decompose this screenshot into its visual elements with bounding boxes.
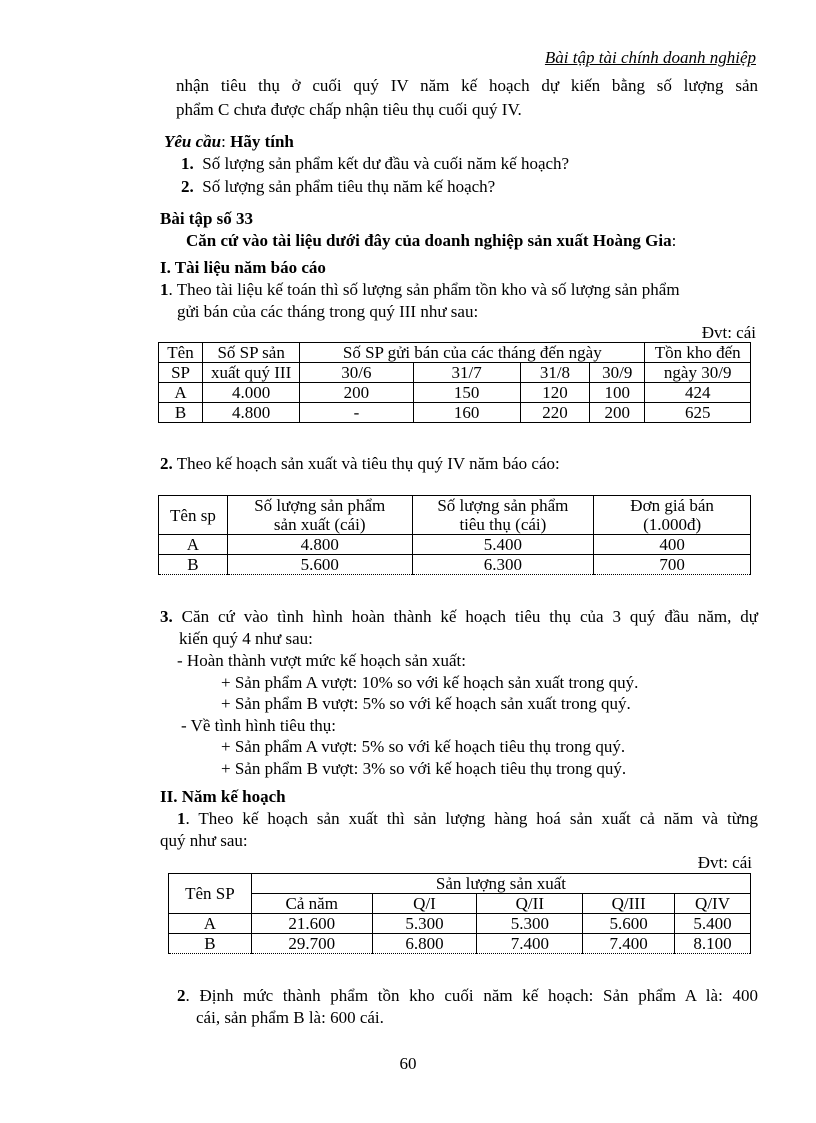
header-cell: Q/III xyxy=(583,894,675,914)
production-item-a: + Sản phẩm A vượt: 10% so với kế hoạch sản xuất trong quý. xyxy=(221,673,639,692)
table-cell: 160 xyxy=(413,403,520,423)
para-number: 3. xyxy=(160,607,173,626)
table-cell: 200 xyxy=(590,403,645,423)
production-subhead: - Hoàn thành vượt mức kế hoạch sản xuất: xyxy=(177,651,466,670)
header-cell: Số SP sản xyxy=(203,343,300,363)
header-line: Số lượng sản phẩm xyxy=(437,496,569,515)
table-header-row xyxy=(169,894,751,914)
section-1-para-1 xyxy=(160,280,680,300)
exercise-subtitle-text: Căn cứ vào tài liệu dưới đây của doanh nghiệp sản xuất Hoàng Gia xyxy=(186,231,672,250)
table-header-row xyxy=(159,363,751,383)
header-cell: Q/IV xyxy=(675,894,751,914)
header-cell: Tên SP xyxy=(169,874,252,914)
section-2-title: II. Năm kế hoạch xyxy=(160,787,286,806)
header-cell: Q/I xyxy=(372,894,477,914)
header-cell xyxy=(412,496,594,535)
table-cell: 5.400 xyxy=(412,535,594,555)
para-text: . Định mức thành phẩm tồn kho cuối năm kế hoạch: Sản phẩm A là: 400 xyxy=(185,986,758,1005)
header-cell: Số SP gửi bán của các tháng đến ngày xyxy=(300,343,645,363)
header-cell: ngày 30/9 xyxy=(645,363,751,383)
section-2-para-2-cont: cái, sản phẩm B là: 600 cái. xyxy=(196,1008,384,1027)
header-cell: Tên sp xyxy=(159,496,228,535)
table-cell: A xyxy=(169,914,252,934)
section-1-para-1-cont: gửi bán của các tháng trong quý III như sau: xyxy=(177,302,479,321)
section-2-para-1-cont: quý như sau: xyxy=(160,831,248,850)
header-cell: Sản lượng sản xuất xyxy=(251,874,750,894)
table-cell: 424 xyxy=(645,383,751,403)
requirement-item-text: Số lượng sản phẩm tiêu thụ năm kế hoạch? xyxy=(202,177,496,196)
table-row xyxy=(159,535,751,555)
table-cell: 8.100 xyxy=(675,934,751,954)
table-cell: B xyxy=(159,555,228,575)
para-number: 1 xyxy=(160,280,169,299)
table-q4-plan xyxy=(158,495,751,575)
page-number: 60 xyxy=(399,1054,417,1073)
table-cell: 400 xyxy=(594,535,751,555)
para-text: . Theo tài liệu kế toán thì số lượng sản phẩm tồn kho và số lượng sản phẩm xyxy=(168,280,680,299)
table-cell: B xyxy=(159,403,203,423)
para-number: 1 xyxy=(177,809,186,828)
header-cell xyxy=(594,496,751,535)
table-output-plan xyxy=(168,873,751,954)
table-header-row xyxy=(169,874,751,894)
requirement-item-text: Số lượng sản phẩm kết dư đầu và cuối năm kế hoạch? xyxy=(202,154,570,173)
para-number: 2 xyxy=(177,986,186,1005)
table-cell: 7.400 xyxy=(477,934,583,954)
sales-item-a: + Sản phẩm A vượt: 5% so với kế hoạch tiêu thụ trong quý. xyxy=(221,737,626,756)
table-cell: - xyxy=(300,403,413,423)
requirement-colon: : xyxy=(221,132,226,151)
table-cell: 5.600 xyxy=(583,914,675,934)
table-cell: 7.400 xyxy=(583,934,675,954)
requirement-label: Yêu cầu xyxy=(164,132,222,151)
table-cell: 5.600 xyxy=(227,555,412,575)
header-line: tiêu thụ (cái) xyxy=(459,515,547,534)
header-cell: 31/7 xyxy=(413,363,520,383)
para-text: Căn cứ vào tình hình hoàn thành kế hoạch tiêu thụ của 3 quý đầu năm, dự xyxy=(172,607,758,626)
header-line: sản xuất (cái) xyxy=(273,515,366,534)
sales-subhead: - Về tình hình tiêu thụ: xyxy=(181,716,337,735)
table-cell: 200 xyxy=(300,383,413,403)
table-header-row xyxy=(159,343,751,363)
para-number: 2. xyxy=(160,454,173,473)
header-cell xyxy=(227,496,412,535)
table-cell: 700 xyxy=(594,555,751,575)
intro-line-1: nhận tiêu thụ ở cuối quý IV năm kế hoạch dự kiến bằng số lượng sản xyxy=(176,76,758,95)
table-cell: 150 xyxy=(413,383,520,403)
header-cell: Cả năm xyxy=(251,894,372,914)
table-cell: A xyxy=(159,383,203,403)
requirement-item xyxy=(181,154,569,174)
running-header: Bài tập tài chính doanh nghiệp xyxy=(544,48,756,67)
requirement-title: Hãy tính xyxy=(230,132,294,151)
sales-item-b: + Sản phẩm B vượt: 3% so với kế hoạch tiêu thụ trong quý. xyxy=(221,759,627,778)
header-cell: 31/8 xyxy=(520,363,590,383)
table-cell: 100 xyxy=(590,383,645,403)
section-2-para-1 xyxy=(177,809,758,829)
table-cell: A xyxy=(159,535,228,555)
table-row xyxy=(159,555,751,575)
header-cell: Tồn kho đến xyxy=(645,343,751,363)
header-cell: Q/II xyxy=(477,894,583,914)
table-cell: 220 xyxy=(520,403,590,423)
production-item-b: + Sản phẩm B vượt: 5% so với kế hoạch sản xuất trong quý. xyxy=(221,694,631,713)
table-cell: 6.800 xyxy=(372,934,477,954)
header-line: Số lượng sản phẩm xyxy=(254,496,386,515)
header-cell: SP xyxy=(159,363,203,383)
unit-label-2: Đvt: cái xyxy=(697,853,752,872)
table-row xyxy=(159,383,751,403)
table-cell: 120 xyxy=(520,383,590,403)
header-cell: Tên xyxy=(159,343,203,363)
table-row xyxy=(169,914,751,934)
table-cell: B xyxy=(169,934,252,954)
requirement-item xyxy=(181,177,495,197)
requirement-item-number: 2. xyxy=(181,177,194,196)
header-cell: xuất quý III xyxy=(203,363,300,383)
header-cell: 30/6 xyxy=(300,363,413,383)
section-1-title: I. Tài liệu năm báo cáo xyxy=(160,258,326,277)
para-text: Theo kế hoạch sản xuất và tiêu thụ quý IV năm báo cáo: xyxy=(172,454,560,473)
intro-line-2: phẩm C chưa được chấp nhận tiêu thụ cuối quý IV. xyxy=(176,100,522,119)
requirement-item-number: 1. xyxy=(181,154,194,173)
table-header-row xyxy=(159,496,751,535)
table-cell: 5.400 xyxy=(675,914,751,934)
header-line: (1.000đ) xyxy=(643,515,702,534)
table-cell: 625 xyxy=(645,403,751,423)
table-cell: 5.300 xyxy=(372,914,477,934)
exercise-subtitle-colon: : xyxy=(671,231,677,250)
para-text: . Theo kế hoạch sản xuất thì sản lượng hàng hoá sản xuất cả năm và từng xyxy=(185,809,758,828)
header-cell: 30/9 xyxy=(590,363,645,383)
section-2-para-2 xyxy=(177,986,758,1006)
table-cell: 29.700 xyxy=(251,934,372,954)
table-row xyxy=(169,934,751,954)
table-cell: 4.800 xyxy=(227,535,412,555)
table-cell: 4.000 xyxy=(203,383,300,403)
exercise-title: Bài tập số 33 xyxy=(160,209,254,228)
header-line: Đơn giá bán xyxy=(630,496,714,515)
table-row xyxy=(159,403,751,423)
table-cell: 5.300 xyxy=(477,914,583,934)
section-1-para-3-cont: kiến quý 4 như sau: xyxy=(179,629,313,648)
section-1-para-2 xyxy=(160,454,560,474)
section-1-para-3 xyxy=(160,607,758,627)
table-shipments xyxy=(158,342,751,423)
table-cell: 4.800 xyxy=(203,403,300,423)
table-cell: 21.600 xyxy=(251,914,372,934)
unit-label-1: Đvt: cái xyxy=(701,323,756,342)
exercise-subtitle xyxy=(186,231,676,251)
requirement-heading xyxy=(164,132,294,152)
table-cell: 6.300 xyxy=(412,555,594,575)
